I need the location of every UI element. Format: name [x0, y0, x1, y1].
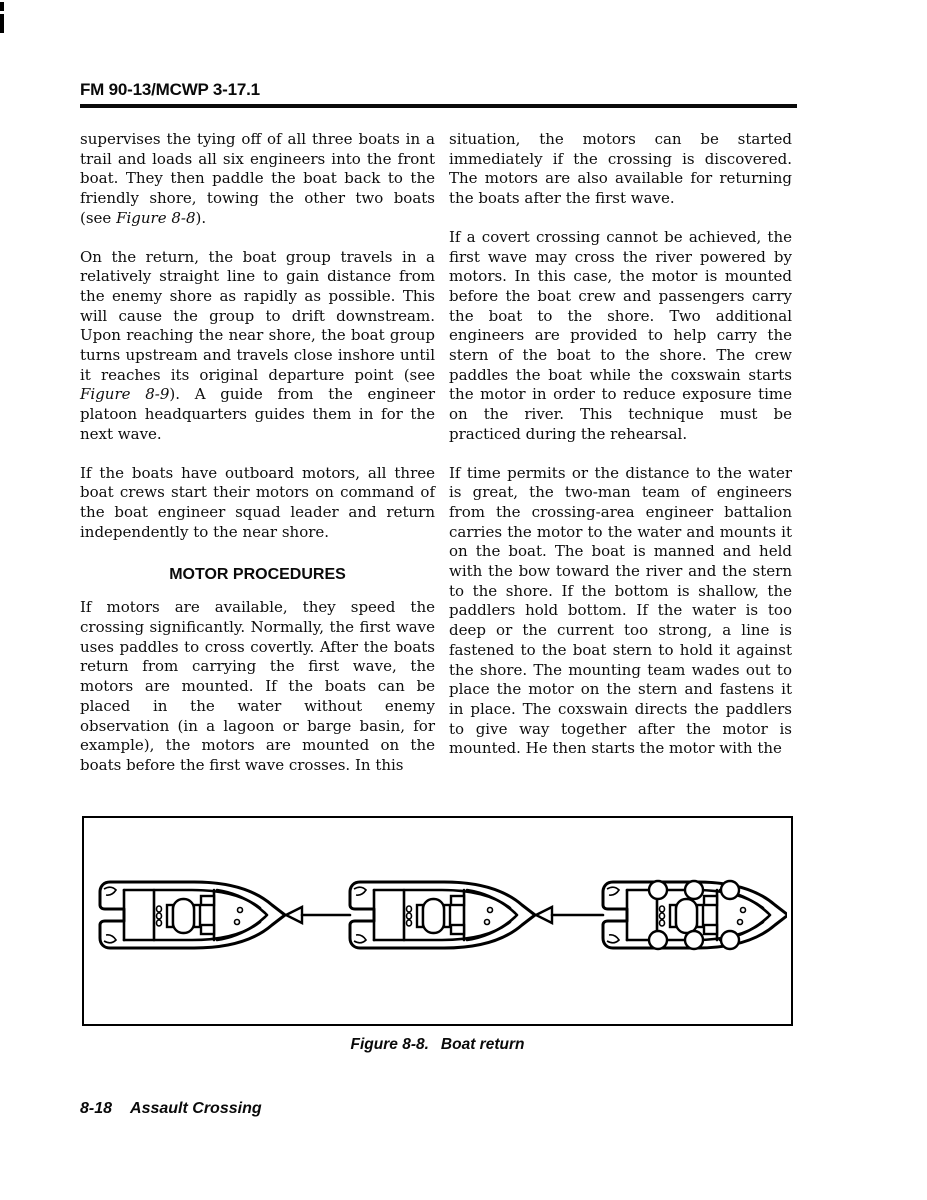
tow-bridle-2	[536, 907, 552, 923]
body-paragraph: If the boats have outboard motors, all three boat crews start their motors on command of the boat engineer squad leader and return independently to the near shore.	[80, 463, 435, 541]
text-columns	[80, 130, 792, 795]
footer-section-title: Assault Crossing	[130, 1100, 262, 1117]
scan-artifact	[0, 14, 4, 33]
page-footer	[80, 1100, 262, 1118]
header-title: FM 90-13/MCWP 3-17.1	[80, 80, 260, 99]
footer-page-number: 8-18	[80, 1100, 113, 1117]
towed-boat-2	[350, 882, 535, 948]
body-paragraph: supervises the tying off of all three boats in a trail and loads all six engineers into the front boat. They then paddle the boat back to the friendly shore, towing the other two boats (see Figure 8-8).	[80, 130, 435, 227]
left-column	[80, 130, 435, 795]
figure-caption-label: Figure 8-8.	[350, 1036, 429, 1053]
section-heading: MOTOR PROCEDURES	[169, 566, 346, 584]
body-paragraph: If a covert crossing cannot be achieved, the first wave may cross the river powered by motors. In this case, the motor is mounted before the boat crew and passengers carry the boat to the shore. Two additional engineers are provided to help carry the stern of the boat to the shore. The crew paddles the boat while the coxswain starts the motor in order to reduce exposure time on the river. This technique must be practiced during the rehearsal.	[449, 227, 792, 443]
body-paragraph: If time permits or the distance to the water is great, the two-man team of engineers from the crossing-area engineer battalion carries the motor to the water and mounts it on the boat. The boat is manned and held with the bow toward the river and the stern to the shore. If the bottom is shallow, the paddlers hold bottom. If the water is too deep or the current too strong, a line is fastened to the boat stern to hold it against the shore. The mounting team wades out to place the motor on the stern and fastens it in place. The coxswain directs the paddlers to give way together after the motor is mounted. He then starts the motor with the	[449, 463, 792, 758]
figure-frame	[82, 816, 793, 1026]
scan-artifact	[0, 2, 4, 11]
right-column	[449, 130, 792, 795]
page-header	[80, 80, 797, 108]
body-paragraph: situation, the motors can be started immediately if the crossing is discovered. The motors are also available for returning the boats after the first wave.	[449, 130, 792, 208]
figure-caption-title: Boat return	[440, 1036, 525, 1053]
figure-caption	[82, 1036, 793, 1054]
towed-boat-1	[100, 882, 285, 948]
body-paragraph: If motors are available, they speed the crossing significantly. Normally, the first wave uses paddles to cross covertly. After the boats return from carrying the first wave, the motors are mounted. If the boats can be placed in the water without enemy observation (in a lagoon or barge basin, for example), the motors are mounted on the boats before the first wave crosses. In this	[80, 598, 435, 774]
boat-return-diagram	[84, 818, 787, 1020]
body-paragraph: On the return, the boat group travels in a relatively straight line to gain distance from the enemy shore as rapidly as possible. This will cause the group to drift downstream. Upon reaching the near shore, the boat group turns upstream and travels close inshore until it reaches its original departure point (see Figure 8-9). A guide from the engineer platoon headquarters guides them in for the next wave.	[80, 247, 435, 443]
tow-bridle-1	[286, 907, 302, 923]
